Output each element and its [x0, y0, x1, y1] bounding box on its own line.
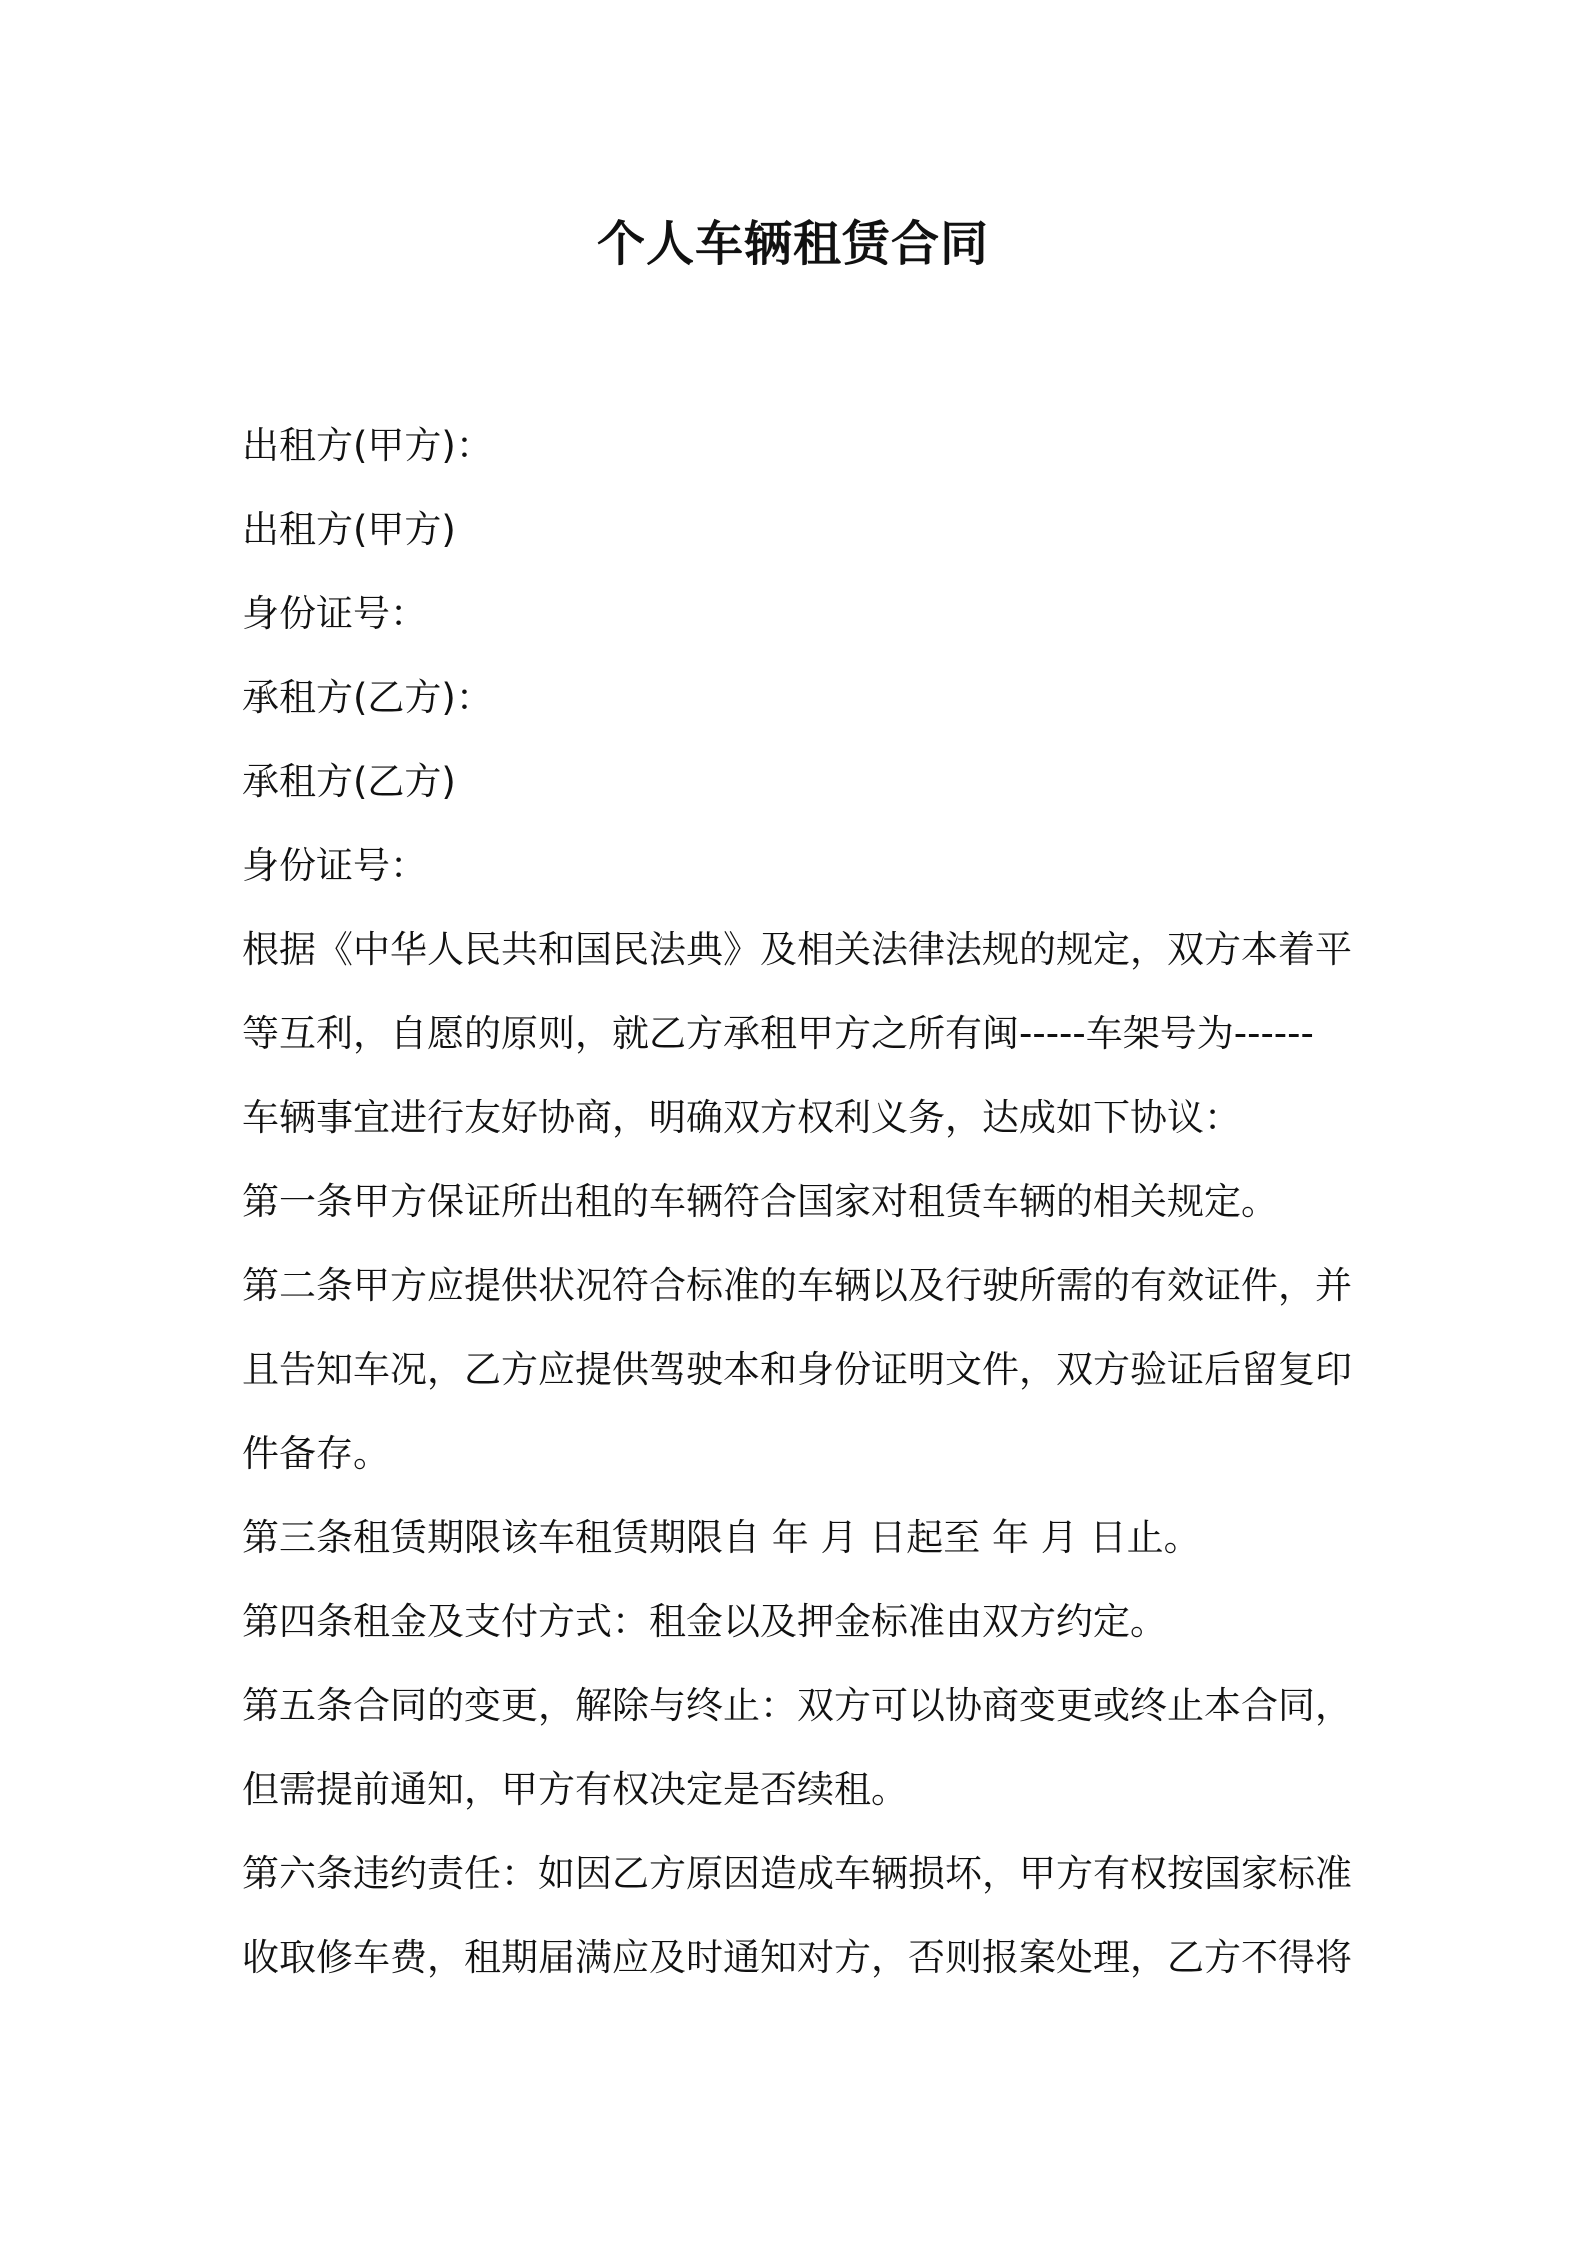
lessor-signature-line: 出租方(甲方): [242, 508, 456, 551]
article-4-line: 第四条租金及支付方式：租金以及押金标准由双方约定。: [242, 1600, 1167, 1643]
article-2-line-3: 件备存。: [242, 1432, 390, 1475]
preamble-line-1: 根据《中华人民共和国民法典》及相关法律法规的规定，双方本着平: [242, 928, 1352, 971]
article-6-line-2: 收取修车费，租期届满应及时通知对方，否则报案处理，乙方不得将: [242, 1936, 1352, 1979]
article-5-line-2: 但需提前通知，甲方有权决定是否续租。: [242, 1768, 908, 1811]
article-1-line: 第一条甲方保证所出租的车辆符合国家对租赁车辆的相关规定。: [242, 1180, 1278, 1223]
article-6-line-1: 第六条违约责任：如因乙方原因造成车辆损坏，甲方有权按国家标准: [242, 1852, 1352, 1895]
lessor-line: 出租方(甲方)：: [242, 424, 493, 467]
document-body: [242, 404, 1362, 2000]
lessee-line: 承租方(乙方)：: [242, 676, 493, 719]
article-3-line: 第三条租赁期限该车租赁期限自 年 月 日起至 年 月 日止。: [242, 1516, 1201, 1559]
lessee-signature-line: 承租方(乙方): [242, 760, 456, 803]
preamble-line-3: 车辆事宜进行友好协商，明确双方权利义务，达成如下协议：: [242, 1096, 1241, 1139]
lessee-id-line: 身份证号：: [242, 844, 427, 887]
article-5-line-1: 第五条合同的变更，解除与终止：双方可以协商变更或终止本合同，: [242, 1684, 1352, 1727]
lessor-id-line: 身份证号：: [242, 592, 427, 635]
preamble-line-2: 等互利，自愿的原则，就乙方承租甲方之所有闽-----车架号为------: [242, 1012, 1314, 1055]
article-2-line-1: 第二条甲方应提供状况符合标准的车辆以及行驶所需的有效证件，并: [242, 1264, 1352, 1307]
document-title: 个人车辆租赁合同: [596, 216, 989, 272]
article-2-line-2: 且告知车况，乙方应提供驾驶本和身份证明文件，双方验证后留复印: [242, 1348, 1352, 1391]
